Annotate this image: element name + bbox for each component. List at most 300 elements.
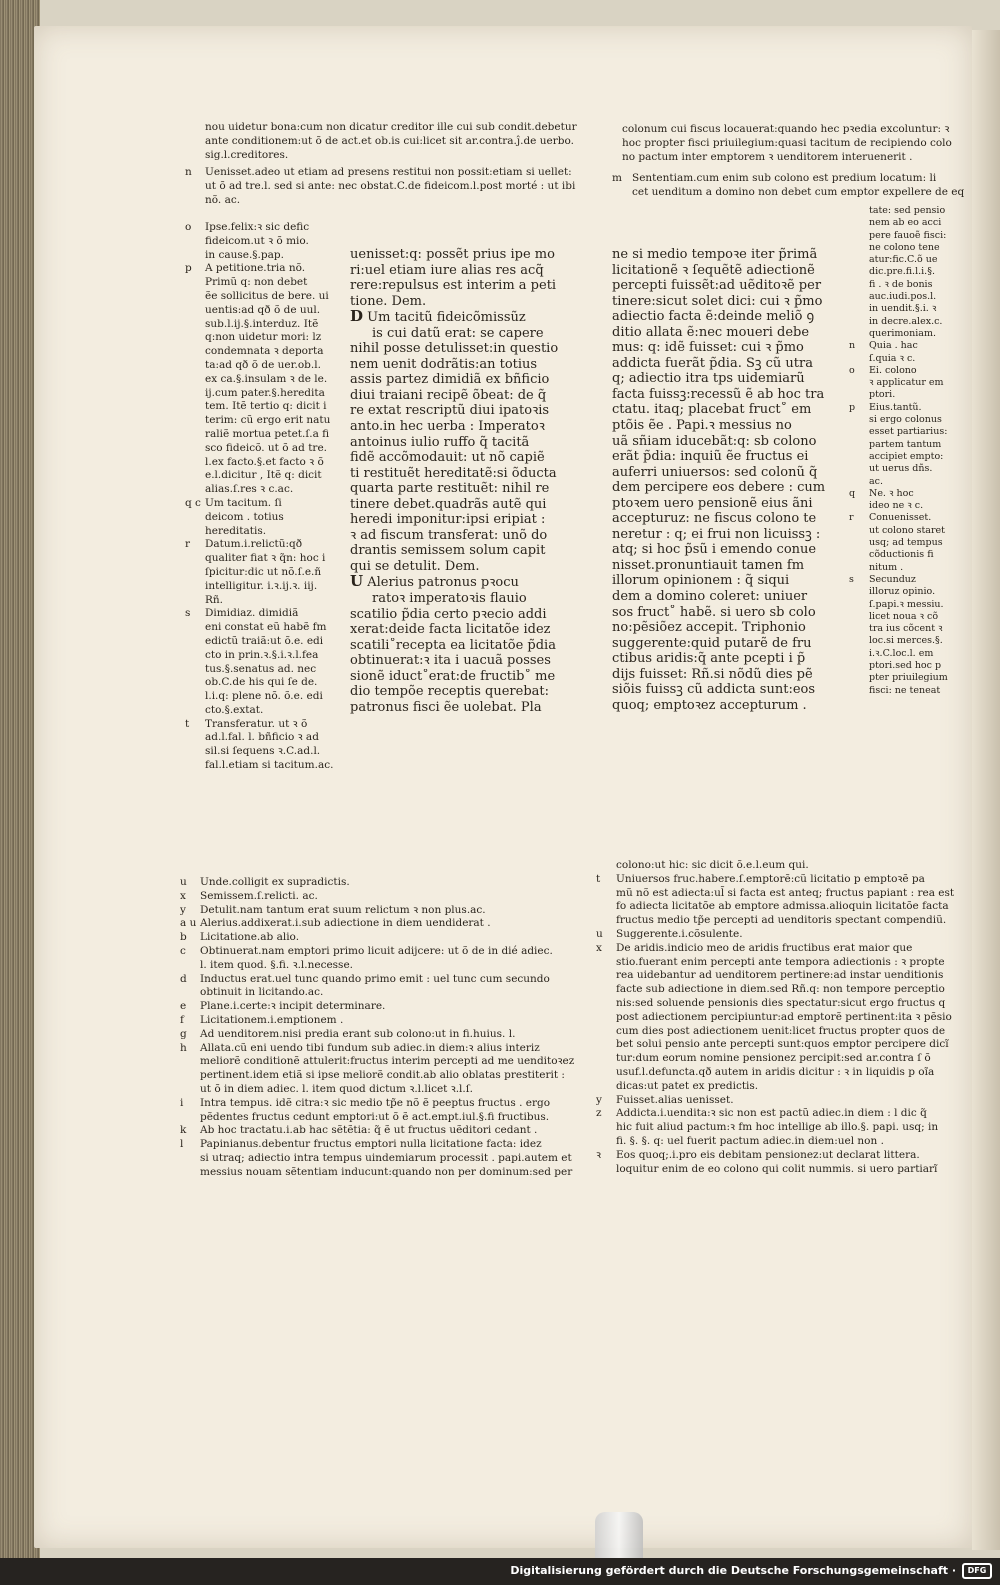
gloss-line-text: tra ius cõcent ꝛ — [869, 623, 943, 635]
gloss-marker: i — [180, 1096, 184, 1109]
gloss-left-col-line — [185, 290, 340, 304]
gloss-line-text: illoruz opinio. — [869, 586, 936, 598]
main-line-text: sionẽ iduct˚erat:de fructib˚ me — [350, 668, 556, 684]
gloss-line-text: Licitationem.i.emptionem . — [200, 1013, 344, 1026]
gloss-left-block — [185, 166, 590, 207]
main-line-text: heredi imponitur:ipsi eripiat : — [350, 512, 546, 528]
gloss-bottom-left-line — [180, 1166, 580, 1180]
main-line: tione. Dem. — [350, 293, 427, 309]
main-line — [350, 450, 575, 466]
gloss-bottom-right-line — [596, 1052, 966, 1066]
gloss-bottom-right-line — [596, 900, 966, 914]
gloss-right-col-line — [849, 574, 969, 586]
gloss-line-text: condemnata ꝛ deporta — [205, 345, 324, 358]
gloss-marker: f — [180, 1013, 184, 1026]
gloss-line-text: ideo ne ꝛ c. — [869, 500, 924, 512]
gloss-line-text: hic fuit aliud pactum:ꝛ fm hoc intellige ab illo.§. papi. usq; in — [616, 1121, 939, 1134]
gloss-bottom-left-line — [180, 1124, 580, 1138]
gloss-marker: q c — [185, 496, 201, 509]
gloss-line-text: Intra tempus. idẽ citra:ꝛ sic medio tp̃e nõ ẽ peeptus fructus . ergo — [200, 1096, 551, 1109]
main-line: tinere:sicut solet dici: cui ꝛ p̃mo — [612, 293, 823, 309]
gloss-line-text: in decre.alex.c. — [869, 315, 943, 327]
main-line-text: antoinus iulio ruffo q̃ tacitã — [350, 434, 530, 450]
gloss-right-m-line — [612, 172, 967, 186]
gloss-left-block-line — [185, 166, 590, 180]
main-line: illorum opinionem : q̃ siqui — [612, 573, 790, 589]
gloss-line-text: qualiter fiat ꝛ q̃n: hoc i — [205, 552, 326, 565]
gloss-left-col-line — [185, 607, 340, 621]
gloss-line-text: sub.l.ij.§.interduz. Itẽ — [205, 317, 319, 330]
gloss-marker: b — [180, 931, 187, 944]
main-line-text: assis partez dimidiã ex bñficio — [350, 372, 550, 388]
gloss-right-col-line — [849, 279, 969, 291]
gloss-line-text: Licitatione.ab alio. — [200, 931, 300, 944]
gloss-line-text: dic.pre.fi.l.i.§. — [869, 266, 935, 278]
main-line: ditio allata ẽ:nec moueri debe — [612, 324, 810, 340]
main-line: siõis fuissꝫ cũ addicta sunt:eos — [612, 682, 816, 698]
gloss-left-col-line — [185, 745, 340, 759]
gloss-line-text: Alerius.addixerat.i.sub adiectione in diem uendiderat . — [200, 917, 491, 930]
gloss-left-col-line — [185, 249, 340, 263]
gloss-line-text: nitum . — [869, 561, 904, 573]
gloss-right-col-line — [849, 635, 969, 647]
gloss-bottom-left-line — [180, 1069, 580, 1083]
gloss-marker: s — [185, 607, 191, 620]
gloss-line-text: Uniuersos fruc.habere.ſ.emptorẽ:cũ licitatio p emptoꝛẽ pa — [616, 872, 925, 885]
gloss-line-text: messius nouam sẽtentiam inducunt:quando non per dominum:sed per — [200, 1165, 573, 1178]
main-line: erãt p̃dia: inquiũ ẽe fructus ei — [612, 449, 809, 465]
main-line-text: patronus fisci ẽe uolebat. Pla — [350, 699, 542, 715]
main-line-text: scatilio p̃dia certo pꝛecio addi — [350, 606, 547, 622]
gloss-line-text: partem tantum — [869, 438, 942, 450]
gloss-right-col-line — [849, 377, 969, 389]
gloss-bottom-left-line — [180, 986, 580, 1000]
gloss-line-text: loquitur enim de eo colono qui colit nummis. si uero partiarĩ — [616, 1162, 938, 1175]
gloss-bottom-left-line — [180, 1111, 580, 1125]
gloss-left-col-line — [185, 594, 340, 608]
gloss-line-text: in cause.§.pap. — [205, 248, 284, 261]
facing-page-edge — [972, 30, 1000, 1550]
gloss-line-text: dicas:ut patet ex predictis. — [616, 1079, 759, 1092]
gloss-line-text: uentis:ad qð õ de uul. — [205, 303, 321, 316]
initial-letter: U — [350, 574, 364, 591]
gloss-marker: t — [185, 717, 190, 730]
gloss-left-col-line — [185, 580, 340, 594]
gloss-right-col-line — [849, 439, 969, 451]
gloss-left-col-line — [185, 235, 340, 249]
gloss-left-col-line — [185, 331, 340, 345]
gloss-right-col-line — [849, 217, 969, 229]
gloss-marker: u — [180, 876, 187, 888]
gloss-bottom-right-line — [596, 1025, 966, 1039]
gloss-line-text: alias.ſ.res ꝛ c.ac. — [205, 483, 294, 496]
gloss-line-text: fi . ꝛ de bonis — [869, 278, 933, 290]
main-line-text: obtinuerat:ꝛ ita i uacuã posses — [350, 653, 551, 669]
gloss-left-col-line — [185, 221, 340, 235]
gloss-right-col-line — [849, 512, 969, 524]
footer-bar — [0, 1558, 1000, 1585]
main-line: auferri uniuersos: sed colonũ q̃ — [612, 464, 818, 480]
main-line — [350, 372, 575, 388]
main-line — [350, 622, 575, 638]
main-line — [350, 591, 575, 607]
gloss-bottom-left-line — [180, 1042, 580, 1056]
main-line — [350, 466, 575, 482]
gloss-left-col-line — [185, 262, 340, 276]
main-line — [350, 528, 575, 544]
gloss-line-text: q:non uidetur mori: lz — [205, 331, 322, 344]
main-line — [350, 700, 575, 716]
gloss-bottom-left — [180, 876, 580, 1180]
gloss-line-text: Rñ. — [205, 593, 224, 606]
main-line: sos fruct˚ habẽ. si uero sb colo — [612, 604, 816, 620]
gloss-bottom-right-line — [596, 1066, 966, 1080]
initial-letter: D — [350, 309, 364, 326]
gloss-line-text: tur:dum eorum nomine pensionez percipit:sed ar.contra ſ õ — [616, 1052, 931, 1065]
gloss-line-text: De aridis.indicio meo de aridis fructibus erat maior que — [616, 941, 913, 954]
gloss-right-col-line — [849, 476, 969, 488]
main-text-column-1 — [350, 247, 575, 715]
main-line — [350, 388, 575, 404]
gloss-marker: d — [180, 972, 187, 985]
gloss-line-text: Detulit.nam tantum erat suum relictum ꝛ non plus.ac. — [200, 903, 486, 916]
main-line: rere:repulsus est interim a peti — [350, 278, 557, 294]
gloss-line-text: esset partiarius: — [869, 426, 948, 438]
gloss-line-text: fisci: ne teneat — [869, 684, 941, 696]
gloss-left-col-line — [185, 387, 340, 401]
gloss-line-text: cõductionis fi — [869, 549, 934, 561]
gloss-line-text: pter priuilegium — [869, 672, 948, 684]
gloss-line-text: Dimidiaz. dimidiã — [205, 607, 299, 620]
gloss-left-col-line — [185, 538, 340, 552]
gloss-left-col-line — [185, 428, 340, 442]
gloss-line-text: in uendit.§.i. ꝛ — [869, 303, 937, 315]
gloss-line-text: post adiectionem percipiuntur:ad emptorẽ pertinent:ita ꝛ pẽsio — [616, 1010, 952, 1023]
main-line: facta fuissꝫ:recessũ ẽ ab hoc tra — [612, 386, 825, 402]
gloss-line-text: Ab hoc tractatu.i.ab hac sẽtẽtia: q̃ ẽ ut fructus uẽditori cedant . — [200, 1124, 538, 1137]
gloss-line-text: usuf.l.defuncta.qð autem in aridis dicitur : ꝛ in liquidis p oĩa — [616, 1065, 935, 1078]
gloss-marker: m — [612, 172, 622, 184]
gloss-left-col-line — [185, 318, 340, 332]
gloss-line-text: obtinuit in licitando.ac. — [200, 986, 324, 999]
gloss-line-text: tus.§.senatus ad. nec — [205, 662, 317, 675]
gloss-line-text: Primũ q: non debet — [205, 276, 308, 289]
main-line — [350, 403, 575, 419]
gloss-line-text: Sententiam.cum enim sub colono est predium locatum: li — [632, 172, 937, 184]
main-line: uenisset:q: possẽt prius ipe mo — [350, 247, 555, 262]
main-line — [350, 481, 575, 497]
gloss-left-col-line — [185, 345, 340, 359]
gloss-line-text: pertinent.idem etiã si ipse meliorẽ condit.ab alio oblatas prestiterit : — [200, 1069, 565, 1082]
gloss-marker: h — [180, 1041, 187, 1054]
gloss-right-col-line — [849, 660, 969, 672]
gloss-right-col-line — [849, 365, 969, 377]
main-line-text: ti restituẽt hereditatẽ:si õducta — [350, 465, 557, 481]
gloss-line-text: Eius.tantũ. — [869, 401, 922, 413]
gloss-line-text: Obtinuerat.nam emptori primo licuit adijcere: ut õ de in dié adiec. — [200, 944, 553, 957]
gloss-line-text: usq; ad tempus — [869, 537, 943, 549]
gloss-right-col-line — [849, 599, 969, 611]
gloss-top-left — [205, 121, 590, 162]
gloss-line-text: Ad uenditorem.nisi predia erant sub colono:ut in fi.huius. l. — [200, 1027, 516, 1040]
gloss-marker: l — [180, 1138, 184, 1151]
gloss-right-col-line — [849, 242, 969, 254]
gloss-left-col-line — [185, 304, 340, 318]
gloss-line-text: fal.l.etiam si tacitum.ac. — [205, 759, 334, 772]
gloss-marker: a u — [180, 917, 197, 930]
gloss-line-text: Unde.colligit ex supradictis. — [200, 876, 350, 888]
gloss-bottom-left-line — [180, 1083, 580, 1097]
main-line-text: is cui datũ erat: se capere — [372, 325, 544, 341]
gloss-line-text: Ne. ꝛ hoc — [869, 487, 914, 499]
gloss-line-text: cto in prin.ꝛ.§.i.ꝛ.l.fea — [205, 648, 319, 661]
gloss-marker: r — [185, 538, 191, 551]
main-line: neretur : q; ei frui non licuissꝫ : — [612, 526, 821, 542]
gloss-left-col-line — [185, 442, 340, 456]
gloss-right-col-line — [849, 672, 969, 684]
main-line-text: tinere debet.quadrãs autẽ qui — [350, 496, 547, 512]
gloss-bottom-right-line — [596, 956, 966, 970]
main-line — [350, 326, 575, 342]
main-line: no:pẽsiõez accepit. Triphonio — [612, 620, 806, 636]
gloss-marker: o — [185, 221, 192, 233]
gloss-bottom-right-line — [596, 997, 966, 1011]
gloss-left-col-line — [185, 456, 340, 470]
gloss-left-col-line — [185, 704, 340, 718]
gloss-marker: q — [849, 487, 856, 499]
gloss-right-col-line — [849, 303, 969, 315]
main-line — [350, 435, 575, 451]
main-line-text: diui traiani recipẽ õbeat: de q̃ — [350, 387, 547, 403]
gloss-right-col-line — [849, 328, 969, 340]
gloss-right-col-line — [849, 414, 969, 426]
gloss-bottom-right — [596, 859, 966, 1176]
gloss-marker: e — [180, 1000, 187, 1013]
gloss-bottom-right-line — [596, 1149, 966, 1163]
gloss-line-text: tate: sed pensio — [869, 205, 946, 216]
gloss-right-col-line — [849, 463, 969, 475]
gloss-bottom-right-line — [596, 1011, 966, 1025]
gloss-line-text: ptori.sed hoc p — [869, 659, 942, 671]
gloss-left-col-line — [185, 759, 340, 773]
gloss-line-text: atur:fic.C.õ ue — [869, 254, 938, 266]
gloss-marker: o — [849, 364, 855, 376]
main-line — [350, 512, 575, 528]
gloss-line-text: deicom . totius — [205, 510, 284, 523]
gloss-line-text: A petitione.tria nõ. — [205, 262, 306, 275]
gloss-left-col-line — [185, 690, 340, 704]
main-line: dem percipere eos debere : cum — [612, 480, 826, 496]
main-line: quoq; emptoꝛez accepturum . — [612, 697, 807, 713]
main-line: nisset.pronuntiauit tamen fm — [612, 557, 805, 573]
gloss-line-text: tem. Itẽ tertio q: dicit i — [205, 400, 327, 413]
gloss-line-text: raliẽ mortua petet.ſ.a fi — [205, 427, 330, 440]
main-line: ne si medio tempoꝛe iter p̃rimã — [612, 247, 818, 262]
gloss-bottom-left-line — [180, 917, 580, 931]
main-line-text: ratoꝛ imperatoꝛis flauio — [372, 591, 527, 607]
main-line: dem a domino coleret: uniuer — [612, 589, 808, 605]
gloss-right-column — [849, 205, 969, 697]
main-line: q; adiectio itra t̃ps uidemiarũ — [612, 371, 805, 387]
gloss-line: no pactum inter emptorem ꝛ uenditorem interuenerit . — [622, 150, 913, 163]
gloss-right-col-line — [849, 500, 969, 512]
gloss-marker: p — [849, 401, 856, 413]
gloss-marker: y — [596, 1093, 602, 1106]
gloss-bottom-right-line — [596, 928, 966, 942]
gloss-line-text: si utraq; adiectio intra tempus uindemiarum processit . papi.autem et — [200, 1151, 572, 1164]
main-line — [350, 638, 575, 654]
main-text-column-2 — [612, 247, 842, 713]
gloss-right-col-line — [849, 230, 969, 242]
main-line: ptõis ẽe . Papi.ꝛ messius no — [612, 418, 792, 434]
gloss-right-col-line — [849, 205, 969, 217]
footer-funding-text: Digitalisierung gefördert durch die Deutsche Forschungsgemeinschaft · — [510, 1564, 956, 1577]
gloss-left-col-line — [185, 414, 340, 428]
gloss-bottom-left-line — [180, 1055, 580, 1069]
gloss-left-col-line — [185, 718, 340, 732]
main-line-text: drantis semissem solum capit — [350, 543, 546, 559]
gloss-right-col-line — [849, 648, 969, 660]
gloss-line-text: edictũ traiã:ut õ.e. edi — [205, 634, 324, 647]
gloss-left-col-line — [185, 373, 340, 387]
gloss-line: sig.l.creditores. — [205, 148, 289, 161]
gloss-bottom-left-line — [180, 1138, 580, 1152]
gloss-line-text: auc.iudi.pos.l. — [869, 291, 937, 303]
main-line-text: quarta parte restituẽt: nihil re — [350, 481, 550, 497]
gloss-right-col-line — [849, 549, 969, 561]
gloss-line-text: facte sub adiectione in diem.sed Rñ.q: non tempore perceptio — [616, 983, 945, 996]
gloss-marker: z — [596, 1107, 602, 1120]
gloss-line-text: i.ꝛ.C.loc.l. em — [869, 647, 934, 659]
gloss-right-col-line — [849, 316, 969, 328]
main-line — [350, 669, 575, 685]
gloss-marker: ꝛ — [596, 1148, 601, 1161]
gloss-right-col-line — [849, 586, 969, 598]
gloss-bottom-left-line — [180, 1014, 580, 1028]
gloss-line-text: Conuenisset. — [869, 512, 932, 524]
gloss-bottom-left-line — [180, 945, 580, 959]
gloss-line-text: meliorẽ conditionẽ attulerit:fructus interim percepti ad me uenditoꝛez — [200, 1055, 575, 1068]
main-line — [350, 357, 575, 373]
gloss-line-text: ptori. — [869, 389, 896, 401]
main-line-text: scatili˚recepta ea licitatõe p̃dia — [350, 637, 556, 653]
gloss-bottom-right-line — [596, 1135, 966, 1149]
gloss-right-m-line — [612, 186, 967, 200]
main-line — [350, 653, 575, 669]
main-line-text: Alerius patronus pꝛocu — [367, 575, 519, 591]
gloss-line-text: ꝛ applicatur em — [869, 377, 944, 389]
gloss-line-text: fructus medio tp̃e percepti ad uenditoris spectant compendiũ. — [616, 914, 947, 927]
gloss-line-text: stio.fuerant enim percepti ante tempora adiectionis : ꝛ propte — [616, 955, 945, 968]
gloss-bottom-right-line — [596, 914, 966, 928]
gloss-line-text: nõ. ac. — [205, 193, 241, 206]
gloss-line-text: licet noua ꝛ cõ — [869, 610, 939, 622]
gloss-line-text: nis:sed soluende pensionis dies spectatur:sicut ergo fructus q — [616, 996, 946, 1009]
gloss-line-text: cto.§.extat. — [205, 703, 264, 716]
main-line — [350, 559, 575, 575]
gloss-line-text: ne colono tene — [869, 241, 940, 253]
gloss-line-text: colono:ut hic: sic dicit õ.e.l.eum qui. — [616, 859, 809, 871]
gloss-line-text: ad.l.fal. l. bñficio ꝛ ad — [205, 731, 319, 744]
gloss-line: colonum cui fiscus locauerat:quando hec pꝛedia excoluntur: ꝛ — [622, 123, 950, 135]
gloss-bottom-left-line — [180, 1152, 580, 1166]
gloss-left-col-line — [185, 676, 340, 690]
gloss-left-col-line — [185, 483, 340, 497]
main-line — [350, 419, 575, 435]
main-line — [350, 341, 575, 357]
gloss-left-block-line — [185, 194, 590, 208]
main-line: adiectio facta ẽ:deinde meliõ ꝯ — [612, 309, 815, 325]
main-line-text: Um tacitũ fideicõmissũz — [367, 310, 526, 326]
gloss-bottom-right-line — [596, 1080, 966, 1094]
gloss-line-text: sco fideicõ. ut õ ad tre. — [205, 441, 328, 454]
gloss-line-text: Um tacitum. ſi — [205, 496, 282, 509]
main-line: accepturuz: ne fiscus colono te — [612, 511, 817, 527]
gloss-line-text: querimoniam. — [869, 327, 936, 339]
gloss-line-text: Ipse.felix:ꝛ sic defic — [205, 221, 310, 233]
gloss-line-text: l.ex facto.§.et facto ꝛ õ — [205, 455, 324, 468]
gloss-left-col-line — [185, 359, 340, 373]
gloss-bottom-left-line — [180, 876, 580, 890]
gloss-bottom-left-line — [180, 904, 580, 918]
gloss-line-text: ſpicitur:dic ut nõ.ſ.e.ñ — [205, 565, 322, 578]
main-line — [350, 574, 575, 591]
main-line: uã sñiam iducebãt:q: sb colono — [612, 433, 817, 449]
gloss-bottom-right-line — [596, 859, 966, 873]
gloss-bottom-left-line — [180, 959, 580, 973]
main-line: mus: q: idẽ fuisset: cui ꝛ p̃mo — [612, 340, 804, 356]
gloss-bottom-left-line — [180, 1028, 580, 1042]
gloss-marker: n — [849, 340, 856, 352]
gloss-left-col-line — [185, 566, 340, 580]
main-line-text: ꝛ ad fiscum transferat: unõ do — [350, 527, 548, 543]
gloss-line-text: sil.si ſequens ꝛ.C.ad.l. — [205, 745, 321, 758]
main-line — [350, 497, 575, 513]
gloss-bottom-right-line — [596, 1038, 966, 1052]
gloss-right-col-line — [849, 353, 969, 365]
main-line: ptoꝛem uero pensionẽ eius ãni — [612, 495, 813, 511]
gloss-bottom-right-line — [596, 873, 966, 887]
main-line: dijs fuisset: Rñ.si nõdũ dies pẽ — [612, 666, 813, 682]
gloss-bottom-right-line — [596, 942, 966, 956]
gloss-left-col-line — [185, 525, 340, 539]
page-clip — [595, 1512, 643, 1558]
gloss-right-col-line — [849, 426, 969, 438]
main-line-text: re extat rescriptũ diui ipatoꝛis — [350, 403, 550, 419]
main-line-text: nem uenit dodrãtis:an totius — [350, 356, 538, 372]
gloss-line-text: ut uerus dñs. — [869, 463, 933, 475]
main-line — [350, 309, 575, 326]
gloss-line-text: ut õ in diem adiec. l. item quod dictum ꝛ.l.licet ꝛ.l.ſ. — [200, 1082, 473, 1095]
main-line: percepti fuissẽt:ad uẽditoꝛẽ per — [612, 278, 822, 294]
gloss-line-text: hereditatis. — [205, 524, 267, 537]
main-line: licitationẽ ꝛ ſequẽtẽ adiectionẽ — [612, 262, 815, 278]
main-line-text: anto.in hec uerba : Imperatoꝛ — [350, 419, 545, 435]
gloss-marker: c — [180, 944, 186, 957]
gloss-bottom-right-line — [596, 969, 966, 983]
gloss-line-text: ẽe sollicitus de bere. ui — [205, 289, 329, 302]
gloss-bottom-right-line — [596, 1107, 966, 1121]
main-line — [350, 543, 575, 559]
gloss-marker: k — [180, 1124, 187, 1137]
gloss-line-text: accipiet empto: — [869, 450, 944, 462]
gloss-line-text: si ergo colonus — [869, 414, 942, 426]
gloss-right-col-line — [849, 537, 969, 549]
gloss-right-col-line — [849, 451, 969, 463]
gloss-marker: y — [180, 903, 186, 916]
gloss-line-text: Allata.cũ eni uendo tibi fundum sub adiec.in diem:ꝛ alius interiz — [200, 1041, 540, 1054]
gloss-left-col-line — [185, 731, 340, 745]
